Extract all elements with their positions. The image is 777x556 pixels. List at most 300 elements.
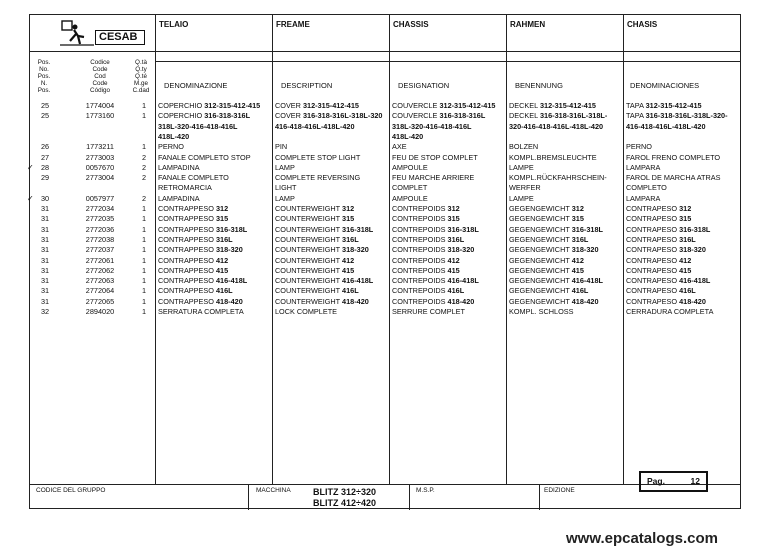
desc-text: FAROL DE MARCHA ATRAS bbox=[626, 173, 721, 183]
cell-code: 2772034 bbox=[85, 204, 115, 213]
desc-text: CONTRAPPESO bbox=[158, 214, 216, 224]
cell-desc-fr bbox=[392, 266, 460, 276]
pos-label-es: Pos. bbox=[37, 87, 51, 94]
footer-divider bbox=[30, 484, 740, 485]
cell-desc-en bbox=[275, 204, 354, 214]
cell-desc-fr bbox=[392, 225, 479, 235]
desc-text: COUNTERWEIGHT bbox=[275, 224, 343, 234]
desc-text: LAMP bbox=[275, 162, 295, 172]
msp-label: M.S.P. bbox=[416, 487, 435, 494]
model-range: 416-418-416L-418L-420 bbox=[275, 121, 355, 131]
col-header-description: DESCRIPTION bbox=[281, 81, 333, 90]
page-number-box bbox=[639, 471, 708, 492]
cell-desc-it bbox=[158, 256, 228, 266]
cell-desc-fr bbox=[392, 111, 485, 121]
cell-desc-fr bbox=[392, 297, 474, 307]
model-range: 312 bbox=[571, 204, 584, 213]
model-range: 320-416-418-416L-418L-420 bbox=[509, 121, 604, 131]
checkmark-icon: ✓ bbox=[27, 193, 34, 203]
page-label: Pag. bbox=[647, 476, 665, 486]
model-range: 318-320 bbox=[447, 245, 475, 255]
cell-desc-fr bbox=[392, 132, 423, 142]
cell-qty: 1 bbox=[141, 245, 147, 255]
cell-desc-de bbox=[509, 266, 584, 276]
cell-desc-fr bbox=[392, 214, 460, 224]
cell-desc-en bbox=[275, 235, 359, 245]
model-range: 312 bbox=[342, 204, 355, 213]
model-range: 418-420 bbox=[447, 296, 475, 306]
desc-text: GEGENGEWICHT bbox=[509, 214, 572, 224]
model-range: 316-318-316L bbox=[439, 111, 486, 121]
model-range: 316L bbox=[342, 234, 359, 244]
desc-text: GEGENGEWICHT bbox=[509, 265, 572, 275]
cell-desc-fr bbox=[392, 256, 460, 266]
cell-code: 2772064 bbox=[85, 286, 115, 296]
header-divider bbox=[30, 51, 740, 52]
desc-text: CONTREPOIDS bbox=[392, 296, 448, 306]
watermark: www.epcatalogs.com bbox=[566, 530, 718, 547]
col-header-denominaciones: DENOMINACIONES bbox=[630, 81, 700, 90]
desc-text: PERNO bbox=[158, 142, 184, 152]
cell-desc-it bbox=[158, 225, 247, 235]
cell-desc-it bbox=[158, 101, 260, 111]
model-range: 312 bbox=[215, 204, 229, 213]
col-divider-2 bbox=[272, 15, 273, 484]
desc-text: CONTRAPESO bbox=[626, 265, 680, 275]
cell-desc-fr bbox=[392, 286, 464, 296]
cell-desc-de bbox=[509, 122, 603, 132]
lang-header-underline bbox=[155, 61, 740, 62]
model-range: 316L bbox=[679, 234, 696, 244]
cell-desc-de bbox=[509, 245, 599, 255]
model-range: 416L bbox=[679, 286, 696, 296]
cell-desc-de bbox=[509, 256, 584, 266]
cell-desc-es bbox=[626, 225, 710, 235]
cell-desc-es bbox=[626, 256, 691, 266]
cell-desc-en bbox=[275, 194, 295, 204]
model-range: 312-315-412-415 bbox=[645, 101, 702, 110]
model-range: 315 bbox=[571, 214, 584, 224]
desc-text: PIN bbox=[275, 142, 288, 152]
cell-desc-es bbox=[626, 142, 652, 152]
col-divider-1 bbox=[155, 15, 156, 484]
cell-desc-en bbox=[275, 173, 360, 183]
cell-desc-es bbox=[626, 276, 710, 286]
cell-desc-de bbox=[509, 204, 584, 214]
cell-desc-en bbox=[275, 225, 373, 235]
lang-header-italian: TELAIO bbox=[159, 20, 189, 29]
desc-text: AXE bbox=[392, 142, 407, 152]
model-range: 412 bbox=[342, 255, 355, 265]
cell-desc-es bbox=[626, 297, 706, 307]
cell-desc-es bbox=[626, 204, 691, 214]
cell-desc-es bbox=[626, 111, 728, 121]
model-range: 316-318-316L-318L-320- bbox=[645, 111, 728, 121]
cell-qty: 1 bbox=[141, 214, 147, 224]
cesab-logo bbox=[56, 19, 146, 47]
cell-desc-it bbox=[158, 245, 243, 255]
cell-qty: 1 bbox=[141, 265, 147, 275]
cell-desc-es bbox=[626, 286, 696, 296]
desc-text: CONTREPOIDS bbox=[392, 214, 448, 224]
cell-desc-it bbox=[158, 111, 250, 121]
cell-desc-fr bbox=[392, 142, 407, 152]
cell-code: 2773003 bbox=[85, 152, 115, 162]
cell-desc-es bbox=[626, 153, 720, 163]
model-range: 312 bbox=[447, 204, 460, 213]
desc-text: CONTREPOIDS bbox=[392, 255, 448, 265]
model-range: 318L-320-416-418-416L bbox=[158, 121, 238, 131]
cell-desc-it bbox=[158, 297, 243, 307]
cell-desc-it bbox=[158, 266, 228, 276]
model-range: 316L bbox=[571, 234, 589, 244]
cell-pos: 31 bbox=[40, 265, 50, 275]
desc-text: GEGENGEWICHT bbox=[509, 296, 572, 306]
desc-text: KOMPL.RÜCKFAHRSCHEIN- bbox=[509, 173, 607, 183]
desc-text: COUNTERWEIGHT bbox=[275, 296, 343, 306]
qty-label-de: M.ge bbox=[134, 80, 148, 87]
desc-text: CONTREPOIDS bbox=[392, 276, 448, 286]
cell-desc-it bbox=[158, 235, 233, 245]
cell-pos: 25 bbox=[40, 111, 50, 121]
cell-qty: 2 bbox=[141, 193, 147, 203]
model-range: 315 bbox=[342, 214, 355, 224]
model-range: 418-420 bbox=[679, 296, 706, 306]
cell-desc-es bbox=[626, 307, 713, 317]
model-range: 415 bbox=[679, 265, 692, 275]
cell-desc-fr bbox=[392, 245, 474, 255]
cell-code: 2772062 bbox=[85, 265, 115, 275]
model-range: 412 bbox=[571, 255, 584, 265]
model-range: 412 bbox=[679, 255, 692, 265]
cell-desc-de bbox=[509, 214, 584, 224]
desc-text: CONTRAPPESO bbox=[158, 286, 216, 296]
desc-text: SERRURE COMPLET bbox=[392, 307, 465, 316]
cell-code: 2772061 bbox=[85, 255, 115, 265]
desc-text: CONTRAPPESO bbox=[158, 234, 216, 244]
desc-text: LAMPADINA bbox=[158, 162, 200, 172]
cell-pos: 27 bbox=[40, 152, 50, 162]
cell-desc-fr bbox=[392, 153, 478, 163]
cell-desc-en bbox=[275, 286, 359, 296]
desc-text: TAPA bbox=[626, 111, 646, 121]
desc-text: COUNTERWEIGHT bbox=[275, 255, 343, 265]
desc-text: CONTREPOIDS bbox=[392, 265, 448, 275]
edition-label: EDIZIONE bbox=[544, 487, 575, 494]
cell-desc-fr bbox=[392, 276, 479, 286]
model-range: 312-315-412-415 bbox=[439, 101, 496, 110]
model-range: 418L-420 bbox=[392, 131, 424, 141]
desc-text: CONTRAPPESO bbox=[158, 276, 216, 286]
model-range: 318-320 bbox=[571, 245, 599, 255]
desc-text: CONTREPOIDS bbox=[392, 286, 448, 296]
model-range: 312-315-412-415 bbox=[302, 101, 359, 110]
cell-desc-es bbox=[626, 122, 706, 132]
model-range: 318-320 bbox=[342, 245, 369, 255]
model-range: 416L bbox=[447, 286, 465, 296]
cell-desc-it bbox=[158, 214, 228, 224]
desc-text: COUNTERWEIGHT bbox=[275, 276, 343, 286]
lang-header-spanish: CHASIS bbox=[627, 20, 658, 29]
model-range: 318L-320-416-418-416L bbox=[392, 121, 472, 131]
cell-desc-de bbox=[509, 183, 541, 193]
desc-text: LAMPARA bbox=[626, 193, 661, 203]
cell-desc-es bbox=[626, 173, 720, 183]
cell-pos: 32 bbox=[40, 307, 50, 316]
cell-desc-de bbox=[509, 225, 603, 235]
cell-desc-it bbox=[158, 307, 244, 317]
desc-text: GEGENGEWICHT bbox=[509, 245, 572, 255]
cell-desc-es bbox=[626, 183, 667, 193]
desc-text: CERRADURA COMPLETA bbox=[626, 307, 714, 316]
desc-text: TAPA bbox=[626, 101, 646, 110]
desc-text: CONTRAPESO bbox=[626, 224, 680, 234]
cell-qty: 1 bbox=[141, 204, 147, 213]
desc-text: KOMPL. SCHLOSS bbox=[509, 307, 574, 316]
qty-label-es: C.dad bbox=[132, 87, 150, 94]
desc-text: GEGENGEWICHT bbox=[509, 234, 572, 244]
cell-desc-fr bbox=[392, 235, 464, 245]
desc-text: LAMPE bbox=[509, 193, 534, 203]
desc-text: AMPOULE bbox=[392, 193, 428, 203]
machine-label: MACCHINA bbox=[256, 487, 291, 494]
cell-desc-en bbox=[275, 183, 297, 193]
desc-text: CONTRAPESO bbox=[626, 234, 680, 244]
cell-code: 1773160 bbox=[85, 111, 115, 121]
desc-text: COUNTERWEIGHT bbox=[275, 214, 343, 224]
model-range: 316-318-316L bbox=[204, 111, 251, 121]
model-range: 312 bbox=[679, 204, 692, 213]
desc-text: LAMPE bbox=[509, 162, 534, 172]
cell-code: 1774004 bbox=[85, 101, 115, 110]
cell-desc-de bbox=[509, 163, 534, 173]
desc-text: CONTRAPPESO bbox=[158, 265, 216, 275]
desc-text: COUNTERWEIGHT bbox=[275, 204, 343, 213]
cell-desc-de bbox=[509, 307, 573, 317]
model-range: 418-420 bbox=[571, 296, 599, 306]
cell-code: 2773004 bbox=[85, 173, 115, 183]
col-divider-5 bbox=[623, 15, 624, 484]
desc-text: CONTRAPESO bbox=[626, 296, 680, 306]
model-range: 416-418L bbox=[342, 276, 374, 286]
cell-desc-it bbox=[158, 153, 251, 163]
cell-qty: 2 bbox=[141, 152, 147, 162]
col-divider-3 bbox=[389, 15, 390, 484]
cell-desc-en bbox=[275, 153, 360, 163]
cell-desc-de bbox=[509, 173, 607, 183]
desc-text: COPERCHIO bbox=[158, 101, 205, 110]
cell-desc-en bbox=[275, 142, 287, 152]
code-label-es: Código bbox=[90, 87, 110, 94]
desc-text: GEGENGEWICHT bbox=[509, 204, 572, 213]
logo-text: CESAB bbox=[99, 31, 138, 43]
desc-text: GEGENGEWICHT bbox=[509, 255, 572, 265]
qty-label-en: Q.ty bbox=[135, 66, 147, 73]
cell-code: 2772035 bbox=[85, 214, 115, 224]
cell-desc-en bbox=[275, 163, 295, 173]
model-range: 418-420 bbox=[215, 296, 243, 306]
cell-pos: 31 bbox=[40, 245, 50, 255]
desc-text: GEGENGEWICHT bbox=[509, 286, 572, 296]
model-range: 416-418L bbox=[215, 276, 248, 286]
col-header-benennung: BENENNUNG bbox=[515, 81, 563, 90]
desc-text: FEU MARCHE ARRIERE bbox=[392, 173, 475, 183]
cell-code: 2772038 bbox=[85, 234, 115, 244]
lang-header-french: CHASSIS bbox=[393, 20, 429, 29]
model-range: 416-418L bbox=[447, 276, 479, 286]
cell-code: 1773211 bbox=[86, 142, 114, 152]
model-range: 318-320 bbox=[215, 245, 243, 255]
model-range: 416L bbox=[571, 286, 589, 296]
desc-text: WERFER bbox=[509, 183, 541, 193]
desc-text: CONTREPOIDS bbox=[392, 204, 448, 213]
cell-desc-es bbox=[626, 101, 702, 111]
model-range: 416-418L bbox=[679, 276, 711, 286]
cell-desc-it bbox=[158, 173, 229, 183]
desc-text: KOMPL.BREMSLEUCHTE bbox=[509, 152, 597, 162]
desc-text: LIGHT bbox=[275, 183, 297, 193]
cell-pos: 29 bbox=[40, 173, 50, 183]
cell-desc-en bbox=[275, 214, 354, 224]
desc-text: COUNTERWEIGHT bbox=[275, 286, 343, 296]
cell-desc-fr bbox=[392, 122, 472, 132]
desc-text: COUNTERWEIGHT bbox=[275, 234, 343, 244]
desc-text: AMPOULE bbox=[392, 162, 428, 172]
cell-desc-de bbox=[509, 235, 588, 245]
desc-text: LOCK COMPLETE bbox=[275, 307, 338, 316]
cell-desc-en bbox=[275, 256, 354, 266]
cell-desc-es bbox=[626, 194, 660, 204]
cell-pos: 31 bbox=[40, 204, 50, 213]
lang-header-german: RAHMEN bbox=[510, 20, 546, 29]
qty-label-it: Q.tà bbox=[135, 59, 147, 66]
col-header-qty bbox=[130, 59, 152, 94]
desc-text: COUVERCLE bbox=[392, 111, 440, 121]
desc-text: COMPLETE STOP LIGHT bbox=[275, 152, 361, 162]
cell-desc-fr bbox=[392, 173, 474, 183]
model-range: 316-318L bbox=[571, 224, 603, 234]
cell-qty: 1 bbox=[141, 276, 147, 286]
cell-pos: 26 bbox=[40, 142, 50, 152]
desc-text: DECKEL bbox=[509, 111, 540, 121]
cell-desc-fr bbox=[392, 194, 428, 204]
cell-qty: 1 bbox=[141, 286, 147, 296]
model-range: 418L-420 bbox=[158, 131, 190, 141]
cell-desc-fr bbox=[392, 163, 428, 173]
col-header-denominazione: DENOMINAZIONE bbox=[164, 81, 228, 90]
desc-text: CONTRAPESO bbox=[626, 245, 680, 255]
code-label-de: Code bbox=[92, 80, 108, 87]
cell-desc-fr bbox=[392, 307, 465, 317]
desc-text: CONTRAPESO bbox=[626, 286, 680, 296]
cell-desc-fr bbox=[392, 204, 460, 214]
footer-divider-3 bbox=[539, 484, 540, 510]
cell-desc-de bbox=[509, 194, 534, 204]
cell-desc-de bbox=[509, 153, 597, 163]
cell-desc-en bbox=[275, 122, 355, 132]
model-range: 316-318L bbox=[215, 224, 248, 234]
cell-desc-en bbox=[275, 266, 354, 276]
desc-text: COUNTERWEIGHT bbox=[275, 245, 343, 255]
model-range: 415 bbox=[571, 265, 584, 275]
cell-desc-it bbox=[158, 163, 200, 173]
cell-desc-en bbox=[275, 245, 369, 255]
model-range: 315 bbox=[447, 214, 460, 224]
col-header-designation: DESIGNATION bbox=[398, 81, 450, 90]
cell-desc-it bbox=[158, 132, 189, 142]
model-range: 416-418L bbox=[571, 276, 603, 286]
page-number: 12 bbox=[690, 476, 700, 486]
cell-qty: 1 bbox=[141, 255, 147, 265]
model-range: 316-318L bbox=[342, 224, 374, 234]
desc-text: CONTREPOIDS bbox=[392, 234, 448, 244]
desc-text: COMPLETE REVERSING bbox=[275, 173, 361, 183]
cell-pos: 31 bbox=[40, 255, 50, 265]
cell-code: 2772063 bbox=[85, 276, 115, 286]
cell-desc-it bbox=[158, 194, 200, 204]
cell-pos: 25 bbox=[40, 101, 50, 110]
model-range: 318-320 bbox=[679, 245, 706, 255]
pos-label-it: Pos. bbox=[37, 59, 51, 66]
pos-label-fr: Pos. bbox=[37, 73, 51, 80]
desc-text: BOLZEN bbox=[509, 142, 539, 152]
desc-text: CONTRAPPESO bbox=[158, 224, 216, 234]
parts-table-frame bbox=[29, 14, 741, 509]
model-range: 316-318L bbox=[679, 224, 711, 234]
model-range: 415 bbox=[447, 265, 460, 275]
desc-text: COVER bbox=[275, 101, 303, 110]
model-range: 416L bbox=[342, 286, 359, 296]
cell-desc-de bbox=[509, 286, 588, 296]
model-range: 315 bbox=[215, 214, 229, 224]
code-label-en: Code bbox=[92, 66, 108, 73]
model-range: 316L bbox=[447, 234, 465, 244]
desc-text: LAMPADINA bbox=[158, 193, 200, 203]
desc-text: COPERCHIO bbox=[158, 111, 205, 121]
desc-text: DECKEL bbox=[509, 101, 540, 110]
machine-model-line1: BLITZ 312÷320 bbox=[313, 487, 376, 497]
desc-text: FEU DE STOP COMPLET bbox=[392, 152, 478, 162]
cell-desc-it bbox=[158, 142, 184, 152]
desc-text: LAMP bbox=[275, 193, 295, 203]
cell-desc-it bbox=[158, 183, 212, 193]
desc-text: FANALE COMPLETO bbox=[158, 173, 229, 183]
col-divider-4 bbox=[506, 15, 507, 484]
desc-text: PERNO bbox=[626, 142, 652, 152]
cell-code: 2772037 bbox=[85, 245, 115, 255]
code-label-fr: Cod bbox=[94, 73, 106, 80]
desc-text: CONTRAPESO bbox=[626, 204, 680, 213]
cell-qty: 1 bbox=[141, 224, 147, 234]
cell-desc-en bbox=[275, 297, 369, 307]
pos-label-en: No. bbox=[39, 66, 49, 73]
qty-label-fr: Q.té bbox=[135, 73, 147, 80]
model-range: 416L bbox=[215, 286, 233, 296]
desc-text: CONTRAPPESO bbox=[158, 245, 216, 255]
desc-text: GEGENGEWICHT bbox=[509, 276, 572, 286]
cell-code: 0057977 bbox=[85, 193, 115, 203]
cell-pos: 30 bbox=[40, 193, 50, 203]
cell-desc-it bbox=[158, 286, 233, 296]
col-header-code bbox=[66, 59, 134, 94]
model-range: 415 bbox=[342, 265, 355, 275]
desc-text: COUVERCLE bbox=[392, 101, 440, 110]
cell-pos: 31 bbox=[40, 276, 50, 286]
desc-text: COMPLET bbox=[392, 183, 428, 193]
cell-desc-en bbox=[275, 101, 359, 111]
lang-header-english: FREAME bbox=[276, 20, 310, 29]
desc-text: CONTRAPESO bbox=[626, 276, 680, 286]
